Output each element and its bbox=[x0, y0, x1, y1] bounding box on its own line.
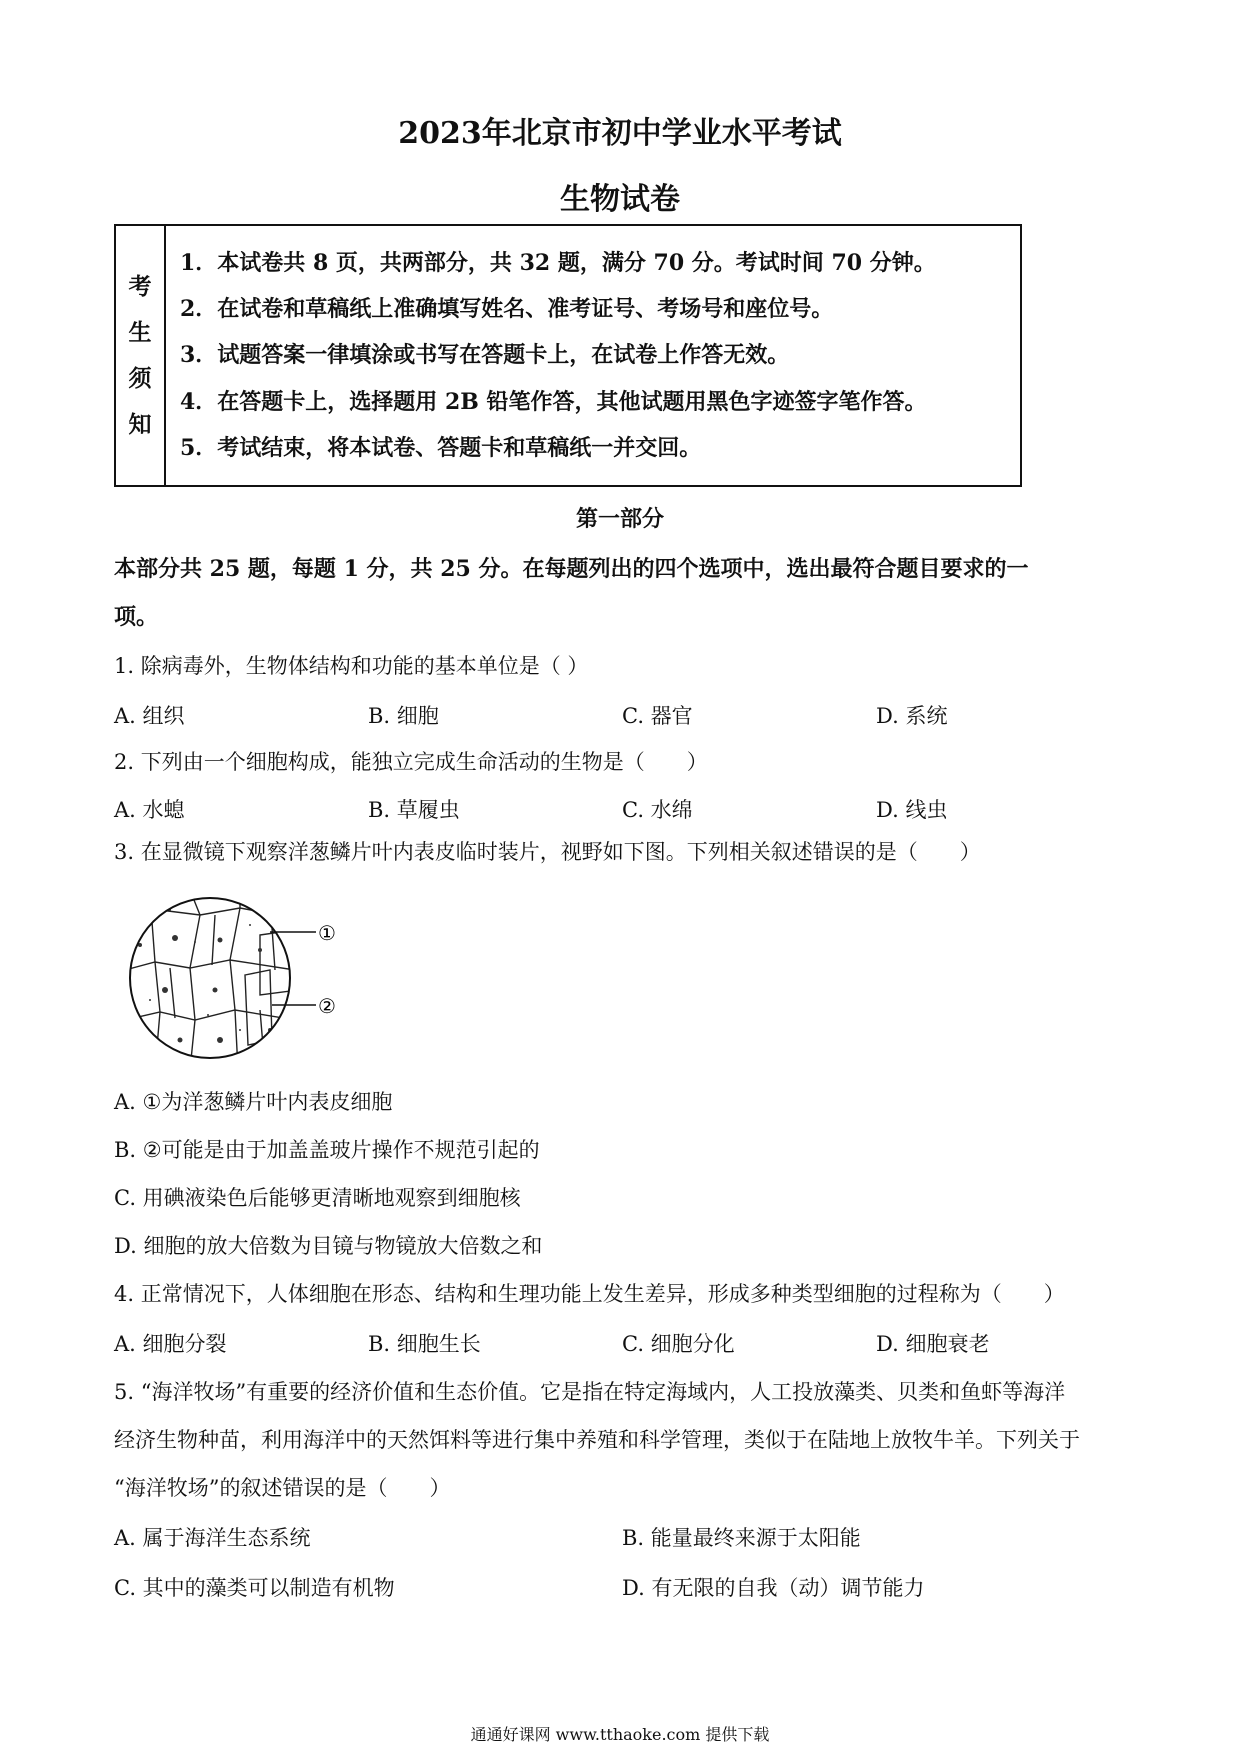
question-1-option-d: D. 系统 bbox=[876, 704, 948, 728]
question-4-stem: 4. 正常情况下，人体细胞在形态、结构和生理功能上发生差异，形成多种类型细胞的过程称为（ ） bbox=[114, 1282, 1065, 1306]
question-3-option-c: C. 用碘液染色后能够更清晰地观察到细胞核 bbox=[114, 1186, 521, 1210]
question-4-option-a: A. 细胞分裂 bbox=[114, 1332, 227, 1356]
notice-side-char: 知 bbox=[128, 410, 152, 438]
notice-item: 1．本试卷共 8 页，共两部分，共 32 题，满分 70 分。考试时间 70 分钟。 bbox=[180, 250, 936, 276]
question-3-stem: 3. 在显微镜下观察洋葱鳞片叶内表皮临时装片，视野如下图。下列相关叙述错误的是（ ） bbox=[114, 840, 981, 864]
question-5-stem-line3: “海洋牧场”的叙述错误的是（ ） bbox=[114, 1476, 451, 1500]
part-title: 第一部分 bbox=[575, 506, 664, 532]
question-5-option-d: D. 有无限的自我（动）调节能力 bbox=[622, 1576, 925, 1600]
notice-side-label bbox=[116, 226, 166, 485]
question-1-stem: 1. 除病毒外，生物体结构和功能的基本单位是（ ） bbox=[114, 654, 589, 678]
part-intro-line1: 本部分共 25 题，每题 1 分，共 25 分。在每题列出的四个选项中，选出最符合题目要求的一 bbox=[114, 556, 1029, 582]
notice-item: 3．试题答案一律填涂或书写在答题卡上，在试卷上作答无效。 bbox=[180, 342, 790, 368]
figure-label-2: ② bbox=[318, 994, 336, 1018]
question-4-option-b: B. 细胞生长 bbox=[368, 1332, 481, 1356]
candidate-notice-box bbox=[114, 224, 1022, 487]
question-5-stem-line1: 5. “海洋牧场”有重要的经济价值和生态价值。它是指在特定海域内，人工投放藻类、贝类和鱼虾等海洋 bbox=[114, 1380, 1066, 1404]
question-4-option-d: D. 细胞衰老 bbox=[876, 1332, 990, 1356]
question-2-option-c: C. 水绵 bbox=[622, 798, 693, 822]
question-1-option-a: A. 组织 bbox=[114, 704, 185, 728]
notice-side-char: 须 bbox=[128, 364, 152, 392]
notice-item: 4．在答题卡上，选择题用 2B 铅笔作答，其他试题用黑色字迹签字笔作答。 bbox=[180, 389, 927, 415]
question-2-stem: 2. 下列由一个细胞构成，能独立完成生命活动的生物是（ ） bbox=[114, 750, 708, 774]
question-1-option-b: B. 细胞 bbox=[368, 704, 439, 728]
notice-item: 5．考试结束，将本试卷、答题卡和草稿纸一并交回。 bbox=[180, 435, 702, 461]
question-5-option-c: C. 其中的藻类可以制造有机物 bbox=[114, 1576, 395, 1600]
question-2-option-d: D. 线虫 bbox=[876, 798, 948, 822]
question-5-stem-line2: 经济生物种苗，利用海洋中的天然饵料等进行集中养殖和科学管理，类似于在陆地上放牧牛羊。下列关于 bbox=[114, 1428, 1080, 1452]
footer-watermark: 通通好课网 www.tthaoke.com 提供下载 bbox=[470, 1725, 770, 1744]
part-intro-line2: 项。 bbox=[114, 604, 159, 630]
question-2-option-b: B. 草履虫 bbox=[368, 798, 460, 822]
question-5-option-b: B. 能量最终来源于太阳能 bbox=[622, 1526, 861, 1550]
question-3-option-a: A. ①为洋葱鳞片叶内表皮细胞 bbox=[114, 1090, 393, 1114]
question-1-option-c: C. 器官 bbox=[622, 704, 693, 728]
notice-side-char: 生 bbox=[128, 318, 152, 346]
figure-label-1: ① bbox=[318, 921, 336, 945]
question-3-option-b: B. ②可能是由于加盖盖玻片操作不规范引起的 bbox=[114, 1138, 540, 1162]
onion-cell-microscope-figure bbox=[120, 880, 360, 1080]
question-2-option-a: A. 水螅 bbox=[114, 798, 185, 822]
question-5-option-a: A. 属于海洋生态系统 bbox=[114, 1526, 311, 1550]
exam-title: 2023年北京市初中学业水平考试 bbox=[398, 116, 842, 151]
question-3-option-d: D. 细胞的放大倍数为目镜与物镜放大倍数之和 bbox=[114, 1234, 543, 1258]
question-4-option-c: C. 细胞分化 bbox=[622, 1332, 735, 1356]
notice-item: 2．在试卷和草稿纸上准确填写姓名、准考证号、考场号和座位号。 bbox=[180, 296, 834, 322]
exam-subtitle: 生物试卷 bbox=[560, 182, 680, 217]
notice-side-char: 考 bbox=[128, 272, 152, 300]
